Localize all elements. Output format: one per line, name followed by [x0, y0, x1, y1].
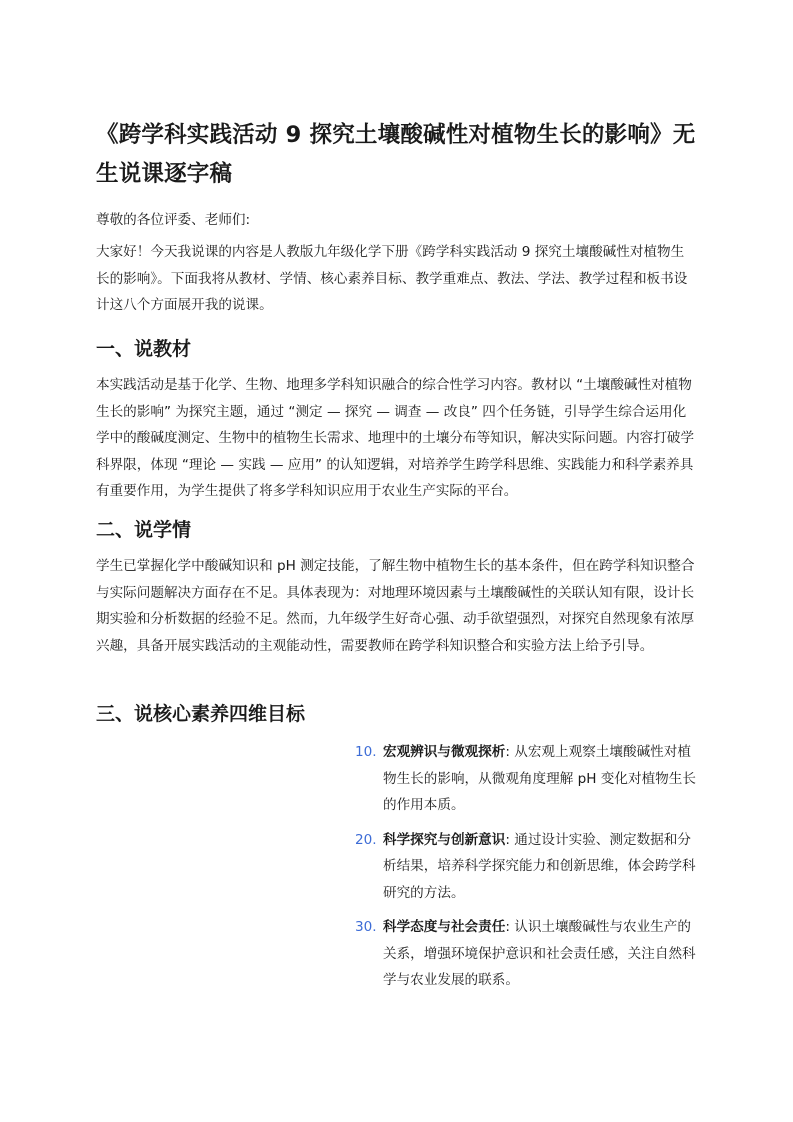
goal-label: 宏观辨识与微观探析 [383, 744, 506, 760]
section-heading-goals: 三、说核心素养四维目标 [96, 703, 306, 725]
goal-text: : 从宏观上观察土壤酸碱性对植物生长的影响，从微观角度理解 pH 变化对植物生长的作用本质。 [383, 744, 696, 813]
intro-paragraph: 大家好！今天我说课的内容是人教版九年级化学下册《跨学科实践活动 9 探究土壤酸碱性对植物生长的影响》。下面我将从教材、学情、核心素养目标、教学重难点、教法、学法、教学过程和板书设计这八个方面展开我的说课。 [96, 244, 688, 313]
goal-text: : 认识土壤酸碱性与农业生产的关系，增强环境保护意识和社会责任感，关注自然科学与农业发展的联系。 [383, 919, 696, 988]
section-text-textbook: 本实践活动是基于化学、生物、地理多学科知识融合的综合性学习内容。教材以 “土壤酸碱性对植物生长的影响” 为探究主题，通过 “测定 — 探究 — 调查 — 改良” 四个任务链，引导学生综合运用化学中的酸碱度测定、生物中的植物生长需求、地理中的土壤分布等知识，解决实际问题。内容打破学科界限，体现 “理论 — 实践 — 应用” 的认知逻辑，对培养学生跨学科思维、实践能力和科学素养具有重要作用，为学生提供了将多学科知识应用于农业生产实际的平台。 [96, 377, 695, 499]
list-item [355, 827, 700, 907]
section-heading-students: 二、说学情 [96, 519, 192, 541]
goal-text: : 通过设计实验、测定数据和分析结果，培养科学探究能力和创新思维，体会跨学科研究的方法。 [383, 831, 696, 901]
section-text-students: 学生已掌握化学中酸碱知识和 pH 测定技能，了解生物中植物生长的基本条件，但在跨学科知识整合与实际问题解决方面存在不足。具体表现为：对地理环境因素与土壤酸碱性的关联认知有限，设计长期实验和分析数据的经验不足。然而，九年级学生好奇心强、动手欲望强烈，对探究自然现象有浓厚兴趣，具备开展实践活动的主观能动性，需要教师在跨学科知识整合和实验方法上给予引导。 [96, 558, 695, 654]
list-item [355, 739, 700, 819]
greeting: 尊敬的各位评委、老师们: [96, 212, 251, 228]
list-item [355, 914, 700, 994]
document-title: 《跨学科实践活动 9 探究土壤酸碱性对植物生长的影响》无生说课逐字稿 [96, 122, 696, 187]
goals-list [355, 739, 700, 1002]
section-heading-textbook: 一、说教材 [96, 338, 192, 360]
goal-label: 科学探究与创新意识 [383, 831, 506, 848]
goal-label: 科学态度与社会责任 [383, 919, 506, 935]
goal-number: 10. [355, 744, 377, 760]
goal-number: 20. [355, 831, 377, 848]
goal-number: 30. [355, 919, 377, 935]
